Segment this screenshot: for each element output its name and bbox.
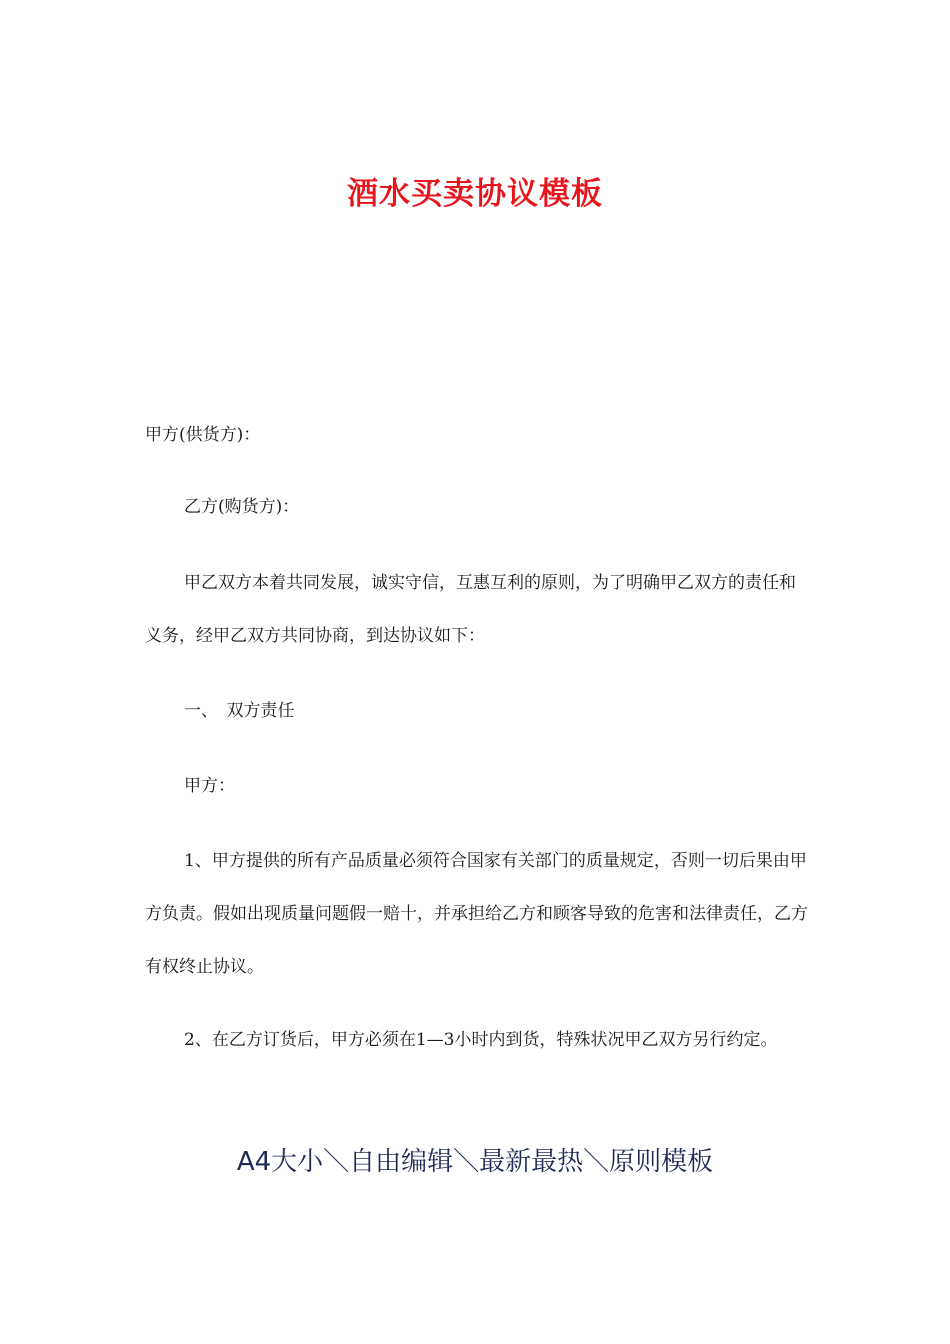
intro-paragraph: 甲乙双方本着共同发展，诚实守信，互惠互利的原则，为了明确甲乙双方的责任和义务，经甲乙双方共同协商，到达协议如下：	[145, 573, 796, 646]
footer-banner: A4大小＼自由编辑＼最新最热＼原则模板	[236, 1147, 714, 1177]
party-b-line: 乙方(购货方)：	[184, 497, 300, 517]
party-a-label: 甲方：	[184, 776, 235, 796]
clause-1: 1、甲方提供的所有产品质量必须符合国家有关部门的质量规定，否则一切后果由甲方负责。假如出现质量问题假一赔十，并承担给乙方和顾客导致的危害和法律责任，乙方有权终止协议。	[145, 851, 808, 977]
section-heading: 一、 双方责任	[184, 701, 295, 721]
document-title: 酒水买卖协议模板	[347, 176, 603, 212]
clause-2: 2、在乙方订货后，甲方必须在1—3小时内到货，特殊状况甲乙双方另行约定。	[184, 1030, 778, 1050]
party-a-line: 甲方(供货方)：	[145, 425, 261, 445]
